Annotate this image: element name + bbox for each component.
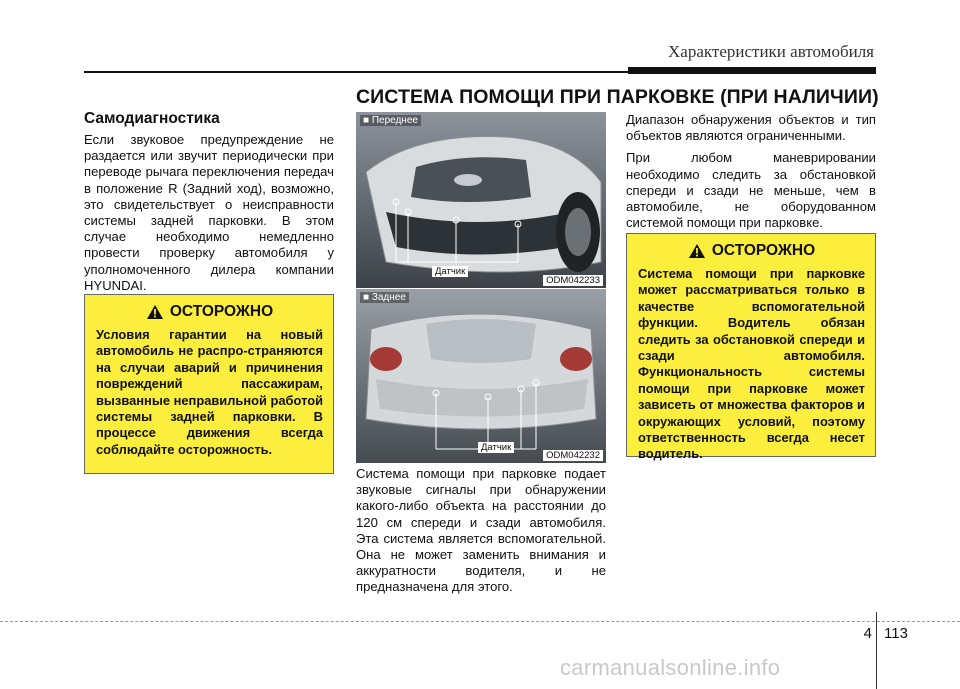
front-sensor-label: Датчик bbox=[432, 266, 468, 277]
warning-heading bbox=[96, 303, 323, 321]
rear-figure-label: ■ Заднее bbox=[360, 292, 409, 303]
warning-box-left bbox=[84, 294, 334, 474]
middle-column-text bbox=[356, 466, 606, 602]
left-column bbox=[84, 110, 334, 300]
self-diagnosis-paragraph: Если звуковое предупреждение не раздается или звучит периодически при переводе рычага переключения передач в положение R (Задний ход), возможно, это свидетельствует о неисправности системы задней парковки. В этом случае необходимо немедленно провести проверку автомобиля у уполномоченного дилера компании HYUNDAI. bbox=[84, 132, 334, 293]
front-bumper-photo bbox=[356, 112, 606, 288]
front-figure-label: ■ Переднее bbox=[360, 115, 421, 126]
warning-box-right bbox=[626, 233, 876, 462]
right-column bbox=[626, 112, 876, 237]
front-figure-code: ODM042233 bbox=[543, 275, 603, 286]
footer-rule bbox=[0, 621, 960, 622]
warning-heading bbox=[638, 242, 865, 260]
rear-figure-code: ODM042232 bbox=[543, 450, 603, 461]
warning-title: ОСТОРОЖНО bbox=[711, 242, 816, 259]
warning-body: Система помощи при парковке может рассматриваться только в качестве вспомогательной функции. Водитель обязан следить за обстановкой спереди и сзади автомобиля. Функциональность системы помощи при парковке может зависеть от множества факторов и окружающих условий, поэтому ответственность всегда несет водитель. bbox=[638, 266, 865, 462]
self-diagnosis-heading: Самодиагностика bbox=[84, 110, 220, 127]
warning-title: ОСТОРОЖНО bbox=[169, 303, 274, 320]
warning-triangle-icon bbox=[688, 243, 706, 259]
detection-range-paragraph: Диапазон обнаружения объектов и тип объектов являются ограниченными. bbox=[626, 112, 876, 144]
running-header-title: Характеристики автомобиля bbox=[668, 42, 874, 61]
watermark: carmanualsonline.info bbox=[560, 655, 781, 680]
footer-divider bbox=[876, 612, 877, 689]
warning-body: Условия гарантии на новый автомобиль не распро-страняются на случаи аварий и причинения повреждений пассажирам, вызванные неправильной работой системы задней парковки. В процессе движения всегда соблюдайте осторожность. bbox=[96, 327, 324, 457]
warning-triangle-icon bbox=[146, 304, 164, 320]
section-title: СИСТЕМА ПОМОЩИ ПРИ ПАРКОВКЕ (ПРИ НАЛИЧИИ) bbox=[356, 86, 879, 108]
rear-sensor-label: Датчик bbox=[478, 442, 514, 453]
rear-sensor-figure bbox=[356, 289, 606, 463]
system-description-paragraph: Система помощи при парковке подает звуковые сигналы при обнаружении какого-либо объекта на расстоянии до 120 см спереди и сзади автомобиля. Эта система является вспомогательной. Она не может заменить внимания и аккуратности водителя, и не предназначена для этого. bbox=[356, 466, 606, 595]
header-tab-bar bbox=[628, 67, 876, 74]
chapter-number: 4 bbox=[863, 625, 872, 642]
maneuvering-paragraph: При любом маневрировании необходимо следить за обстановкой спереди и сзади не меньше, чем в автомобиле, не оборудованном системой помощи при парковке. bbox=[626, 150, 876, 231]
front-sensor-figure bbox=[356, 112, 606, 288]
page-number: 113 bbox=[884, 625, 908, 642]
rear-bumper-photo bbox=[356, 289, 606, 463]
